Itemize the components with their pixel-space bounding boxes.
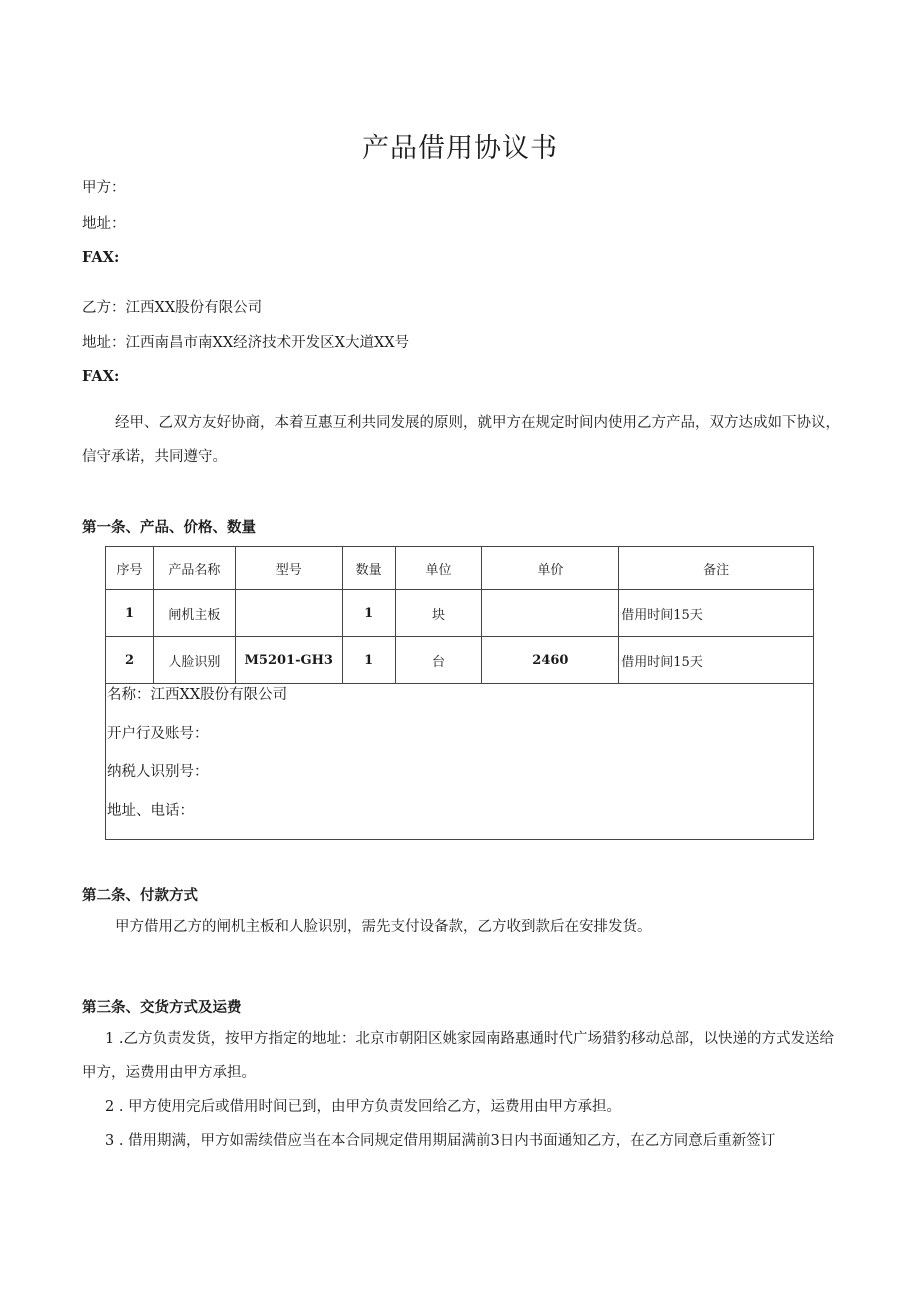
section-1-heading: 第一条、产品、价格、数量 xyxy=(82,519,256,536)
billing-company-name: 名称：江西XX股份有限公司 xyxy=(107,687,288,703)
intro-paragraph: 经甲、乙双方友好协商，本着互惠互利共同发展的原则，就甲方在规定时间内使用乙方产品，双方达成如下协议，信守承诺，共同遵守。 xyxy=(82,415,840,465)
section-2-text: 甲方借用乙方的闸机主板和人脸识别，需先支付设备款，乙方收到款后在安排发货。 xyxy=(115,919,652,935)
header-price: 单价 xyxy=(482,547,619,590)
billing-info-cell xyxy=(106,684,814,840)
billing-address-phone: 地址、电话： xyxy=(107,802,194,819)
section-3-heading: 第三条、交货方式及运费 xyxy=(82,999,242,1016)
header-product-name: 产品名称 xyxy=(153,547,235,590)
section-2-heading: 第二条、付款方式 xyxy=(82,887,198,904)
party-a-name-label: 甲方： xyxy=(82,180,126,196)
cell-index: 2 xyxy=(106,637,154,684)
header-model: 型号 xyxy=(235,547,342,590)
table-row xyxy=(106,637,814,684)
header-remark: 备注 xyxy=(619,547,814,590)
header-unit: 单位 xyxy=(395,547,482,590)
header-index: 序号 xyxy=(106,547,154,590)
document-title: 产品借用协议书 xyxy=(362,133,558,164)
cell-price: 2460 xyxy=(482,637,619,684)
cell-quantity: 1 xyxy=(342,637,395,684)
party-b-address: 地址：江西南昌市南XX经济技术开发区X大道XX号 xyxy=(82,335,410,351)
cell-price xyxy=(482,590,619,637)
cell-model: M5201-GH3 xyxy=(235,637,342,684)
cell-product-name: 人脸识别 xyxy=(153,637,235,684)
table-row xyxy=(106,590,814,637)
table-info-row xyxy=(106,684,814,840)
billing-tax-id: 纳税人识别号： xyxy=(107,764,209,780)
cell-remark: 借用时间15天 xyxy=(619,590,814,637)
cell-unit: 台 xyxy=(395,637,482,684)
section-3-item-1: 1 .乙方负责发货，按甲方指定的地址：北京市朝阳区姚家园南路惠通时代广场猎豹移动总部，以快递的方式发送给甲方，运费用由甲方承担。 xyxy=(82,1031,834,1081)
cell-product-name: 闸机主板 xyxy=(153,590,235,637)
cell-model xyxy=(235,590,342,637)
party-b-fax-label: FAX: xyxy=(82,368,120,385)
product-table xyxy=(105,546,814,840)
party-a-fax-label: FAX: xyxy=(82,249,120,266)
table-header-row xyxy=(106,547,814,590)
party-a-address-label: 地址： xyxy=(82,216,126,232)
cell-quantity: 1 xyxy=(342,590,395,637)
party-b-name: 乙方：江西XX股份有限公司 xyxy=(82,300,263,316)
section-3-item-2: 2 . 甲方使用完后或借用时间已到，由甲方负责发回给乙方，运费用由甲方承担。 xyxy=(105,1099,622,1115)
billing-bank-account: 开户行及账号： xyxy=(107,725,209,742)
header-quantity: 数量 xyxy=(342,547,395,590)
section-3-item-3: 3 . 借用期满，甲方如需续借应当在本合同规定借用期届满前3日内书面通知乙方，在乙方同意后重新签订 xyxy=(105,1133,776,1149)
cell-index: 1 xyxy=(106,590,154,637)
cell-unit: 块 xyxy=(395,590,482,637)
cell-remark: 借用时间15天 xyxy=(619,637,814,684)
